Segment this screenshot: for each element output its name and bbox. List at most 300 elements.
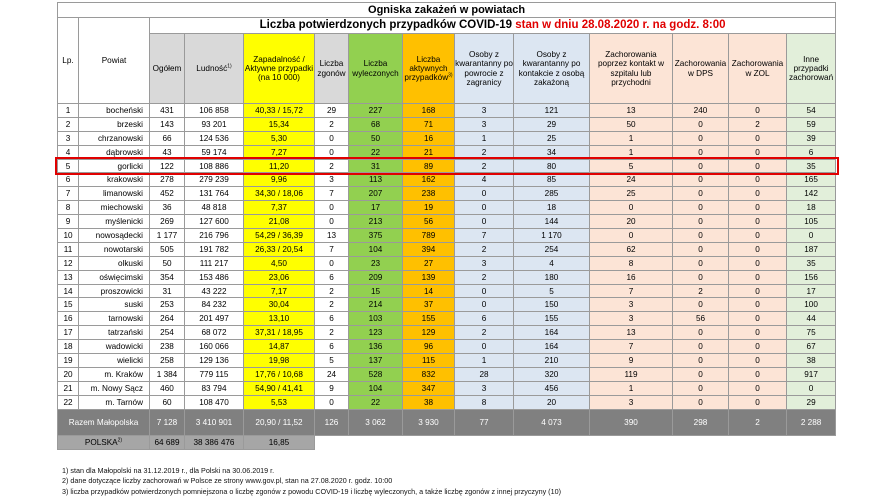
cell-ogolem: 238 xyxy=(150,340,185,354)
polska-ludnosc: 38 386 476 xyxy=(185,435,244,449)
cell-wyleczeni: 22 xyxy=(349,145,403,159)
cell-zgony: 2 xyxy=(315,298,349,312)
cell-zapadalnosc: 26,33 / 20,54 xyxy=(244,242,315,256)
cell-dps: 0 xyxy=(673,229,729,243)
cell-lp: 22 xyxy=(58,395,79,409)
cell-kwarantanna-granica: 2 xyxy=(455,145,514,159)
summary-kwarantanna-kontakt: 4 073 xyxy=(514,409,590,435)
cell-zol: 0 xyxy=(729,381,787,395)
cell-szpital: 9 xyxy=(590,354,673,368)
header-powiat: Powiat xyxy=(79,18,150,104)
cell-zapadalnosc: 17,76 / 10,68 xyxy=(244,367,315,381)
table-row xyxy=(58,256,836,270)
cell-dps: 0 xyxy=(673,354,729,368)
cell-inne: 0 xyxy=(787,229,836,243)
cell-kwarantanna-kontakt: 254 xyxy=(514,242,590,256)
cell-powiat: krakowski xyxy=(79,173,150,187)
cell-zapadalnosc: 13,10 xyxy=(244,312,315,326)
cell-szpital: 0 xyxy=(590,229,673,243)
cell-zol: 0 xyxy=(729,229,787,243)
header-dps: Zachorowania w DPS xyxy=(673,34,729,104)
cell-ludnosc: 111 217 xyxy=(185,256,244,270)
cell-ogolem: 60 xyxy=(150,395,185,409)
cell-szpital: 8 xyxy=(590,256,673,270)
cell-wyleczeni: 375 xyxy=(349,229,403,243)
covid-table-container xyxy=(57,2,835,450)
cell-zapadalnosc: 34,30 / 18,06 xyxy=(244,187,315,201)
table-row xyxy=(58,187,836,201)
cell-zapadalnosc: 7,17 xyxy=(244,284,315,298)
cell-wyleczeni: 113 xyxy=(349,173,403,187)
cell-aktywni: 162 xyxy=(403,173,455,187)
cell-zapadalnosc: 14,87 xyxy=(244,340,315,354)
cell-ogolem: 43 xyxy=(150,145,185,159)
cell-lp: 20 xyxy=(58,367,79,381)
cell-zgony: 9 xyxy=(315,381,349,395)
table-row xyxy=(58,312,836,326)
cell-wyleczeni: 22 xyxy=(349,395,403,409)
cell-szpital: 13 xyxy=(590,104,673,118)
summary-ludnosc: 3 410 901 xyxy=(185,409,244,435)
cell-kwarantanna-granica: 2 xyxy=(455,270,514,284)
header-zol: Zachorowania w ZOL xyxy=(729,34,787,104)
cell-zapadalnosc: 19,98 xyxy=(244,354,315,368)
cell-wyleczeni: 104 xyxy=(349,381,403,395)
cell-dps: 0 xyxy=(673,117,729,131)
cell-lp: 9 xyxy=(58,215,79,229)
cell-aktywni: 89 xyxy=(403,159,455,173)
cell-kwarantanna-granica: 6 xyxy=(455,312,514,326)
cell-lp: 4 xyxy=(58,145,79,159)
cell-zol: 0 xyxy=(729,298,787,312)
cell-wyleczeni: 209 xyxy=(349,270,403,284)
cell-lp: 11 xyxy=(58,242,79,256)
cell-zol: 0 xyxy=(729,270,787,284)
footnote-3: 3) liczba przypadków potwierdzonych pomniejszona o liczbę zgonów z powodu COVID-19 i liczbę wyleczonych, a także liczbę zgonów z innej przyczyny (10) xyxy=(62,486,561,496)
table-title: Ogniska zakażeń w powiatach xyxy=(58,3,836,18)
cell-powiat: wielicki xyxy=(79,354,150,368)
cell-zol: 2 xyxy=(729,117,787,131)
table-row xyxy=(58,104,836,118)
cell-szpital: 3 xyxy=(590,395,673,409)
summary-inne: 2 288 xyxy=(787,409,836,435)
cell-aktywni: 19 xyxy=(403,201,455,215)
table-row xyxy=(58,215,836,229)
cell-zol: 0 xyxy=(729,326,787,340)
cell-zgony: 29 xyxy=(315,104,349,118)
cell-kwarantanna-granica: 0 xyxy=(455,340,514,354)
cell-kwarantanna-kontakt: 80 xyxy=(514,159,590,173)
cell-lp: 5 xyxy=(58,159,79,173)
cell-kwarantanna-kontakt: 144 xyxy=(514,215,590,229)
cell-wyleczeni: 213 xyxy=(349,215,403,229)
cell-zgony: 7 xyxy=(315,242,349,256)
cell-inne: 29 xyxy=(787,395,836,409)
header-wyleczeni: Liczba wyleczonych xyxy=(349,34,403,104)
cell-powiat: oświęcimski xyxy=(79,270,150,284)
cell-wyleczeni: 123 xyxy=(349,326,403,340)
cell-kwarantanna-granica: 0 xyxy=(455,215,514,229)
cell-ludnosc: 279 239 xyxy=(185,173,244,187)
cell-dps: 0 xyxy=(673,340,729,354)
cell-kwarantanna-granica: 0 xyxy=(455,187,514,201)
cell-ogolem: 253 xyxy=(150,298,185,312)
cell-wyleczeni: 103 xyxy=(349,312,403,326)
cell-zapadalnosc: 54,29 / 36,39 xyxy=(244,229,315,243)
cell-aktywni: 832 xyxy=(403,367,455,381)
cell-kwarantanna-granica: 1 xyxy=(455,131,514,145)
cell-zapadalnosc: 5,30 xyxy=(244,131,315,145)
table-row xyxy=(58,145,836,159)
cell-lp: 14 xyxy=(58,284,79,298)
cell-ludnosc: 153 486 xyxy=(185,270,244,284)
cell-powiat: myślenicki xyxy=(79,215,150,229)
cell-dps: 0 xyxy=(673,395,729,409)
cell-ludnosc: 43 222 xyxy=(185,284,244,298)
cell-powiat: nowosądecki xyxy=(79,229,150,243)
cell-kwarantanna-granica: 4 xyxy=(455,173,514,187)
cell-kwarantanna-kontakt: 18 xyxy=(514,201,590,215)
cell-inne: 6 xyxy=(787,145,836,159)
summary-zgony: 126 xyxy=(315,409,349,435)
header-ogolem: Ogółem xyxy=(150,34,185,104)
cell-aktywni: 168 xyxy=(403,104,455,118)
cell-zgony: 2 xyxy=(315,159,349,173)
cell-dps: 0 xyxy=(673,215,729,229)
cell-szpital: 50 xyxy=(590,117,673,131)
cell-ogolem: 143 xyxy=(150,117,185,131)
polska-label-sup: 2) xyxy=(117,436,123,443)
cell-inne: 156 xyxy=(787,270,836,284)
cell-aktywni: 96 xyxy=(403,340,455,354)
cell-lp: 15 xyxy=(58,298,79,312)
cell-kwarantanna-kontakt: 25 xyxy=(514,131,590,145)
cell-szpital: 3 xyxy=(590,298,673,312)
cell-powiat: proszowicki xyxy=(79,284,150,298)
cell-kwarantanna-granica: 3 xyxy=(455,117,514,131)
cell-zgony: 6 xyxy=(315,340,349,354)
cell-szpital: 13 xyxy=(590,326,673,340)
cell-zapadalnosc: 37,31 / 18,95 xyxy=(244,326,315,340)
cell-ogolem: 50 xyxy=(150,256,185,270)
cell-kwarantanna-kontakt: 180 xyxy=(514,270,590,284)
cell-szpital: 24 xyxy=(590,173,673,187)
cell-kwarantanna-kontakt: 150 xyxy=(514,298,590,312)
cell-ludnosc: 59 174 xyxy=(185,145,244,159)
cell-ogolem: 264 xyxy=(150,312,185,326)
cell-aktywni: 115 xyxy=(403,354,455,368)
cell-lp: 1 xyxy=(58,104,79,118)
cell-ludnosc: 129 136 xyxy=(185,354,244,368)
summary-zol: 2 xyxy=(729,409,787,435)
header-zgony: Liczba zgonów xyxy=(315,34,349,104)
cell-aktywni: 347 xyxy=(403,381,455,395)
cell-dps: 0 xyxy=(673,131,729,145)
cell-zol: 0 xyxy=(729,312,787,326)
cell-kwarantanna-kontakt: 320 xyxy=(514,367,590,381)
cell-szpital: 1 xyxy=(590,381,673,395)
cell-zapadalnosc: 11,20 xyxy=(244,159,315,173)
cell-powiat: gorlicki xyxy=(79,159,150,173)
cell-kwarantanna-granica: 7 xyxy=(455,229,514,243)
cell-szpital: 25 xyxy=(590,187,673,201)
table-row xyxy=(58,229,836,243)
polska-label xyxy=(58,435,150,449)
cell-zol: 0 xyxy=(729,242,787,256)
cell-zgony: 24 xyxy=(315,367,349,381)
cell-ogolem: 354 xyxy=(150,270,185,284)
cell-zol: 0 xyxy=(729,173,787,187)
table-row xyxy=(58,340,836,354)
table-row xyxy=(58,367,836,381)
cell-zapadalnosc: 7,27 xyxy=(244,145,315,159)
cell-kwarantanna-kontakt: 164 xyxy=(514,340,590,354)
cell-zgony: 2 xyxy=(315,117,349,131)
subtitle-date: stan w dniu 28.08.2020 r. na godz. 8:00 xyxy=(515,19,726,32)
cell-szpital: 7 xyxy=(590,340,673,354)
header-aktywni xyxy=(403,34,455,104)
cell-ogolem: 269 xyxy=(150,215,185,229)
cell-kwarantanna-kontakt: 210 xyxy=(514,354,590,368)
cell-wyleczeni: 50 xyxy=(349,131,403,145)
cell-dps: 0 xyxy=(673,201,729,215)
cell-ogolem: 1 177 xyxy=(150,229,185,243)
cell-kwarantanna-granica: 3 xyxy=(455,256,514,270)
cell-inne: 59 xyxy=(787,117,836,131)
cell-zol: 0 xyxy=(729,340,787,354)
cell-dps: 0 xyxy=(673,256,729,270)
summary-szpital: 390 xyxy=(590,409,673,435)
cell-zapadalnosc: 15,34 xyxy=(244,117,315,131)
cell-inne: 38 xyxy=(787,354,836,368)
cell-inne: 165 xyxy=(787,173,836,187)
cell-kwarantanna-kontakt: 34 xyxy=(514,145,590,159)
table-row xyxy=(58,242,836,256)
footnote-1: 1) stan dla Małopolski na 31.12.2019 r., dla Polski na 30.06.2019 r. xyxy=(62,466,275,475)
cell-aktywni: 394 xyxy=(403,242,455,256)
cell-powiat: dąbrowski xyxy=(79,145,150,159)
table-row xyxy=(58,201,836,215)
cell-inne: 105 xyxy=(787,215,836,229)
cell-ludnosc: 108 886 xyxy=(185,159,244,173)
cell-zapadalnosc: 9,96 xyxy=(244,173,315,187)
cell-zapadalnosc: 30,04 xyxy=(244,298,315,312)
polska-row xyxy=(58,435,836,449)
cell-zol: 0 xyxy=(729,104,787,118)
cell-szpital: 119 xyxy=(590,367,673,381)
cell-ogolem: 258 xyxy=(150,354,185,368)
cell-zapadalnosc: 7,37 xyxy=(244,201,315,215)
cell-zgony: 0 xyxy=(315,395,349,409)
cell-wyleczeni: 214 xyxy=(349,298,403,312)
cell-dps: 0 xyxy=(673,326,729,340)
cell-kwarantanna-granica: 2 xyxy=(455,242,514,256)
cell-zgony: 7 xyxy=(315,187,349,201)
cell-ogolem: 36 xyxy=(150,201,185,215)
cell-zapadalnosc: 5,53 xyxy=(244,395,315,409)
cell-ludnosc: 216 796 xyxy=(185,229,244,243)
cell-aktywni: 238 xyxy=(403,187,455,201)
cell-wyleczeni: 17 xyxy=(349,201,403,215)
cell-powiat: wadowicki xyxy=(79,340,150,354)
cell-zol: 0 xyxy=(729,256,787,270)
cell-kwarantanna-kontakt: 29 xyxy=(514,117,590,131)
cell-inne: 67 xyxy=(787,340,836,354)
cell-dps: 0 xyxy=(673,173,729,187)
cell-wyleczeni: 68 xyxy=(349,117,403,131)
cell-aktywni: 37 xyxy=(403,298,455,312)
cell-dps: 2 xyxy=(673,284,729,298)
cell-ogolem: 452 xyxy=(150,187,185,201)
table-row xyxy=(58,298,836,312)
cell-zol: 0 xyxy=(729,284,787,298)
polska-ogolem: 64 689 xyxy=(150,435,185,449)
cell-kwarantanna-granica: 0 xyxy=(455,201,514,215)
cell-lp: 7 xyxy=(58,187,79,201)
cell-zol: 0 xyxy=(729,201,787,215)
summary-ogolem: 7 128 xyxy=(150,409,185,435)
cell-lp: 10 xyxy=(58,229,79,243)
cell-zol: 0 xyxy=(729,131,787,145)
cell-inne: 187 xyxy=(787,242,836,256)
cell-dps: 0 xyxy=(673,159,729,173)
cell-kwarantanna-granica: 2 xyxy=(455,326,514,340)
cell-lp: 19 xyxy=(58,354,79,368)
cell-ludnosc: 48 818 xyxy=(185,201,244,215)
cell-zapadalnosc: 4,50 xyxy=(244,256,315,270)
cell-zgony: 0 xyxy=(315,201,349,215)
cell-ogolem: 254 xyxy=(150,326,185,340)
header-aktywni-sup: 3) xyxy=(448,72,453,79)
summary-kwarantanna-granica: 77 xyxy=(455,409,514,435)
cell-zol: 0 xyxy=(729,215,787,229)
cell-zol: 0 xyxy=(729,395,787,409)
cell-dps: 0 xyxy=(673,187,729,201)
cell-wyleczeni: 227 xyxy=(349,104,403,118)
cell-lp: 12 xyxy=(58,256,79,270)
table-body xyxy=(58,104,836,410)
cell-inne: 54 xyxy=(787,104,836,118)
cell-zgony: 0 xyxy=(315,256,349,270)
cell-kwarantanna-kontakt: 5 xyxy=(514,284,590,298)
cell-ludnosc: 124 536 xyxy=(185,131,244,145)
cell-wyleczeni: 136 xyxy=(349,340,403,354)
table-row xyxy=(58,381,836,395)
header-inne: Inne przypadki zachorowań xyxy=(787,34,836,104)
cell-zapadalnosc: 21,08 xyxy=(244,215,315,229)
cell-ludnosc: 779 115 xyxy=(185,367,244,381)
cell-dps: 0 xyxy=(673,145,729,159)
cell-lp: 2 xyxy=(58,117,79,131)
cell-wyleczeni: 137 xyxy=(349,354,403,368)
cell-lp: 16 xyxy=(58,312,79,326)
footnote-2: 2) dane dotyczące liczby zachorowań w Polsce ze strony www.gov.pl, stan na 27.08.2020 r. godz. 10:00 xyxy=(62,476,393,486)
table-row xyxy=(58,395,836,409)
cell-aktywni: 139 xyxy=(403,270,455,284)
cell-inne: 0 xyxy=(787,381,836,395)
cell-ogolem: 1 384 xyxy=(150,367,185,381)
cell-ludnosc: 84 232 xyxy=(185,298,244,312)
cell-kwarantanna-kontakt: 285 xyxy=(514,187,590,201)
cell-szpital: 20 xyxy=(590,215,673,229)
cell-szpital: 5 xyxy=(590,159,673,173)
cell-wyleczeni: 207 xyxy=(349,187,403,201)
cell-ogolem: 431 xyxy=(150,104,185,118)
polska-label-text: POLSKA xyxy=(84,437,118,447)
cell-zol: 0 xyxy=(729,145,787,159)
header-kwarantanna-kontakt: Osoby z kwarantanny po kontakcie z osobą zakażoną xyxy=(514,34,590,104)
cell-powiat: suski xyxy=(79,298,150,312)
cell-zgony: 0 xyxy=(315,215,349,229)
cell-zol: 0 xyxy=(729,159,787,173)
header-kwarantanna-granica: Osoby z kwarantanny po powrocie z zagranicy xyxy=(455,34,514,104)
cell-ludnosc: 160 066 xyxy=(185,340,244,354)
cell-zapadalnosc: 23,06 xyxy=(244,270,315,284)
cell-zgony: 0 xyxy=(315,131,349,145)
cell-inne: 35 xyxy=(787,159,836,173)
cell-ogolem: 278 xyxy=(150,173,185,187)
cell-inne: 75 xyxy=(787,326,836,340)
cell-lp: 13 xyxy=(58,270,79,284)
summary-wyleczeni: 3 062 xyxy=(349,409,403,435)
table-row xyxy=(58,173,836,187)
cell-powiat: chrzanowski xyxy=(79,131,150,145)
cell-dps: 0 xyxy=(673,298,729,312)
summary-row xyxy=(58,409,836,435)
cell-kwarantanna-kontakt: 20 xyxy=(514,395,590,409)
cell-aktywni: 14 xyxy=(403,284,455,298)
covid-table xyxy=(57,2,836,450)
table-row xyxy=(58,326,836,340)
cell-inne: 17 xyxy=(787,284,836,298)
cell-dps: 56 xyxy=(673,312,729,326)
cell-zapadalnosc: 40,33 / 15,72 xyxy=(244,104,315,118)
table-row xyxy=(58,159,836,173)
cell-kwarantanna-granica: 1 xyxy=(455,354,514,368)
cell-szpital: 7 xyxy=(590,284,673,298)
cell-kwarantanna-granica: 8 xyxy=(455,395,514,409)
cell-lp: 21 xyxy=(58,381,79,395)
cell-powiat: tatrzański xyxy=(79,326,150,340)
cell-inne: 142 xyxy=(787,187,836,201)
cell-ludnosc: 127 600 xyxy=(185,215,244,229)
table-row xyxy=(58,284,836,298)
cell-kwarantanna-granica: 28 xyxy=(455,367,514,381)
cell-wyleczeni: 23 xyxy=(349,256,403,270)
cell-lp: 6 xyxy=(58,173,79,187)
table-row xyxy=(58,354,836,368)
cell-ogolem: 505 xyxy=(150,242,185,256)
cell-zol: 0 xyxy=(729,367,787,381)
table-row xyxy=(58,270,836,284)
header-ludnosc-sup: 1) xyxy=(227,63,232,70)
table-row xyxy=(58,117,836,131)
cell-kwarantanna-granica: 3 xyxy=(455,104,514,118)
header-szpital: Zachorowania poprzez kontakt w szpitalu lub przychodni xyxy=(590,34,673,104)
subtitle-main: Liczba potwierdzonych przypadków COVID-19 xyxy=(259,19,513,32)
cell-zgony: 2 xyxy=(315,284,349,298)
cell-zgony: 6 xyxy=(315,270,349,284)
cell-ogolem: 460 xyxy=(150,381,185,395)
cell-aktywni: 71 xyxy=(403,117,455,131)
cell-ludnosc: 191 782 xyxy=(185,242,244,256)
cell-zapadalnosc: 54,90 / 41,41 xyxy=(244,381,315,395)
cell-zgony: 3 xyxy=(315,173,349,187)
cell-inne: 39 xyxy=(787,131,836,145)
cell-kwarantanna-kontakt: 85 xyxy=(514,173,590,187)
polska-zapadalnosc: 16,85 xyxy=(244,435,315,449)
cell-ludnosc: 131 764 xyxy=(185,187,244,201)
